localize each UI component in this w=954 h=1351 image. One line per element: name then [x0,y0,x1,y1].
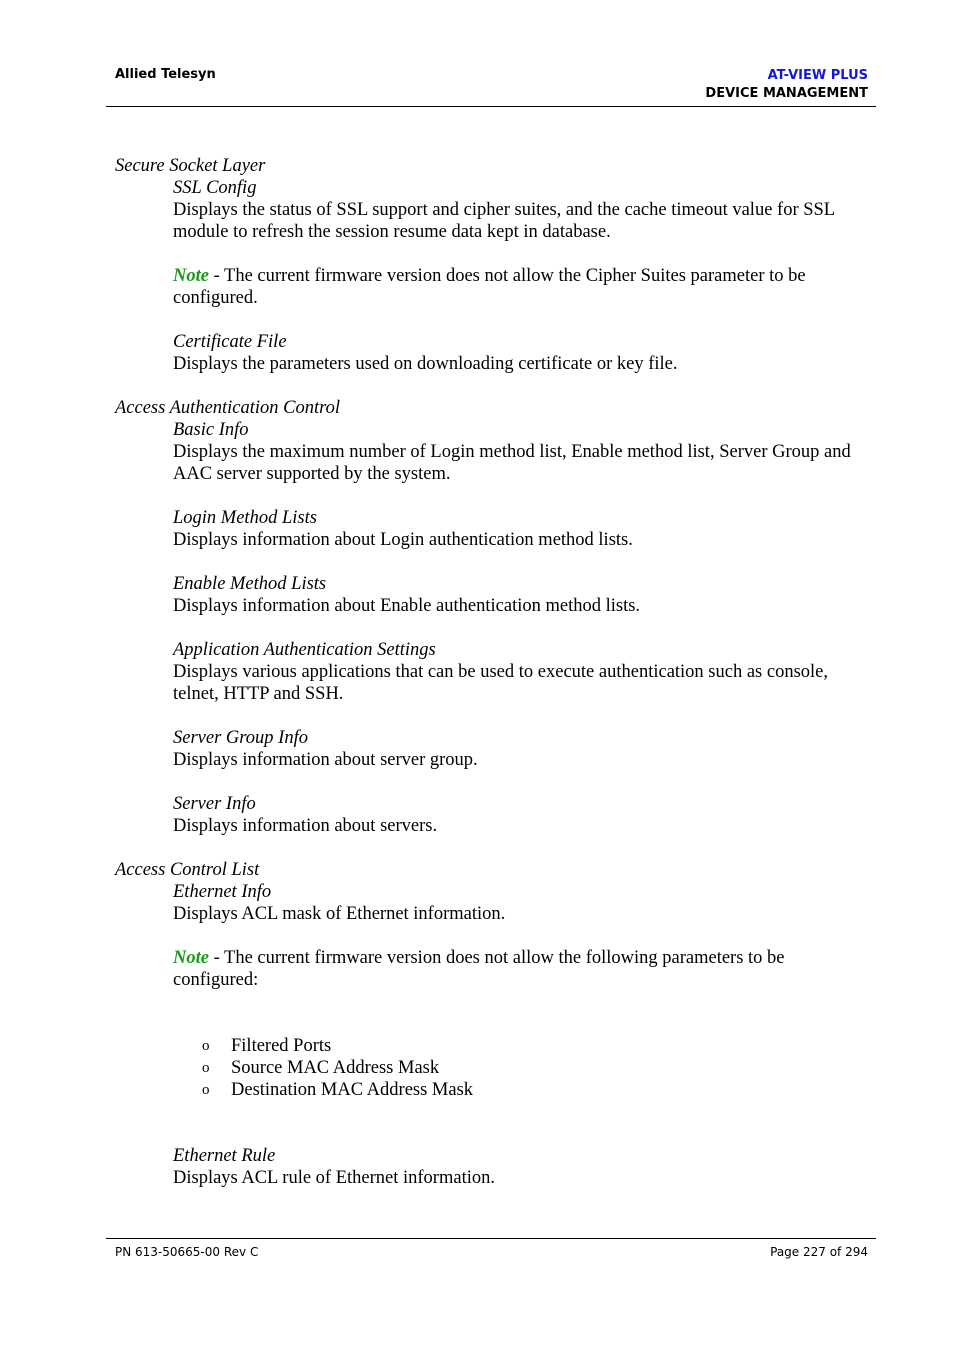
note-label: Note [173,266,209,286]
product-name: AT-VIEW PLUS [767,68,868,83]
acl-note [173,947,870,991]
server-group-info-description: Displays information about server group. [173,750,478,770]
header-divider [106,106,876,107]
section-title-acl: Access Control List [115,860,260,880]
section-name: DEVICE MANAGEMENT [705,86,868,101]
page-number: Page 227 of 294 [770,1245,868,1259]
certificate-file-description: Displays the parameters used on downloading certificate or key file. [173,354,678,374]
bullet-icon: o [202,1082,210,1098]
ssl-config-description: Displays the status of SSL support and cipher suites, and the cache timeout value for SSL module to refresh the session resume data kept in database. [173,200,835,242]
part-number: PN 613-50665-00 Rev C [115,1245,259,1259]
basic-info-description: Displays the maximum number of Login method list, Enable method list, Server Group and AAC server supported by the system. [173,442,851,484]
subsection-title-basic-info: Basic Info [173,420,249,440]
bullet-icon: o [202,1060,210,1076]
note-text: - The current firmware version does not allow the Cipher Suites parameter to be configured. [173,266,806,308]
section-title-aac: Access Authentication Control [115,398,341,418]
bullet-icon: o [202,1038,210,1054]
subsection-title-ethernet-info: Ethernet Info [173,882,272,902]
subsection-title-login-method-lists: Login Method Lists [173,508,317,528]
unconfigurable-parameters-list [202,1035,870,1101]
subsection-title-certificate-file: Certificate File [173,332,287,352]
ethernet-info-description: Displays ACL mask of Ethernet information. [173,904,506,924]
section-title-ssl: Secure Socket Layer [115,156,266,176]
subsection-title-ethernet-rule: Ethernet Rule [173,1146,276,1166]
server-info-description: Displays information about servers. [173,816,438,836]
subsection-title-enable-method-lists: Enable Method Lists [173,574,327,594]
list-item-text: Filtered Ports [231,1036,332,1056]
list-item-text: Destination MAC Address Mask [231,1080,474,1100]
list-item [202,1057,870,1079]
enable-method-lists-description: Displays information about Enable authentication method lists. [173,596,641,616]
subsection-title-server-info: Server Info [173,794,256,814]
note-text: - The current firmware version does not allow the following parameters to be configured: [173,948,785,990]
ssl-note [173,265,870,309]
login-method-lists-description: Displays information about Login authentication method lists. [173,530,633,550]
list-item [202,1079,870,1101]
list-item-text: Source MAC Address Mask [231,1058,440,1078]
header-right [705,67,868,103]
document-body [115,155,870,1189]
subsection-title-application-authentication: Application Authentication Settings [173,640,436,660]
subsection-title-server-group-info: Server Group Info [173,728,308,748]
ethernet-rule-description: Displays ACL rule of Ethernet information. [173,1168,495,1188]
company-name: Allied Telesyn [115,67,216,82]
subsection-title-ssl-config: SSL Config [173,178,257,198]
footer-divider [106,1238,876,1239]
note-label: Note [173,948,209,968]
application-authentication-description: Displays various applications that can be used to execute authentication such as console, telnet, HTTP and SSH. [173,662,829,704]
list-item [202,1035,870,1057]
